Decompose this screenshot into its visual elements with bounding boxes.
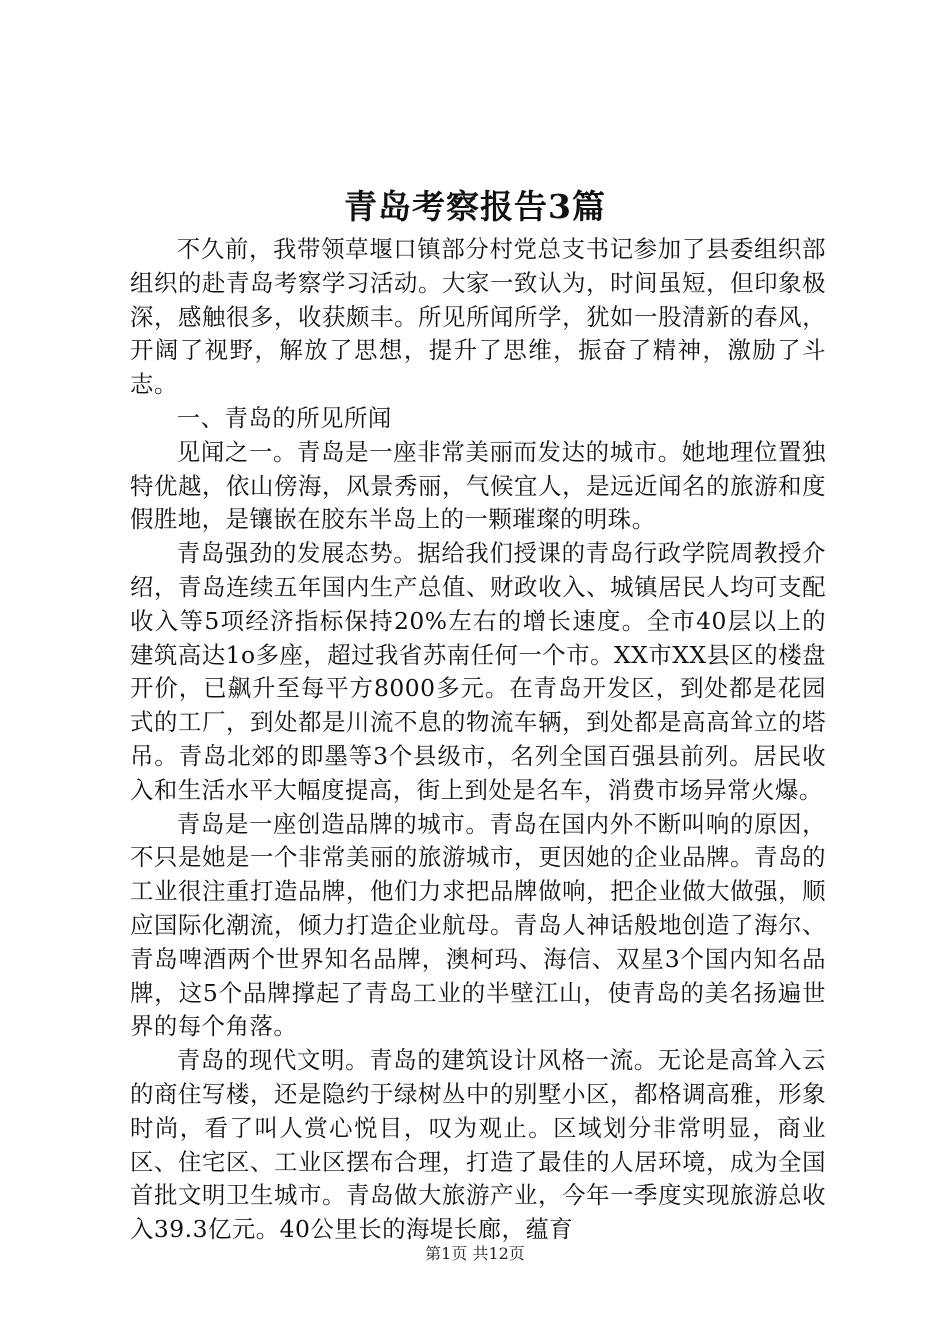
section-heading: 一、青岛的所见所闻 — [176, 403, 392, 432]
document-title: 青岛考察报告3篇 — [344, 187, 606, 226]
paragraph-brands: 青岛是一座创造品牌的城市。青岛在国内外不断叫响的原因，不只是她是一个非常美丽的旅游城市，更因她的企业品牌。青岛的工业很注重打造品牌，他们力求把品牌做响，把企业做大做强，顺应国际化潮流，倾力打造企业航母。青岛人神话般地创造了海尔、青岛啤酒两个世界知名品牌，澳柯玛、海信、双星3个国内知名品牌，这5个品牌撑起了青岛工业的半壁江山，使青岛的美名扬遍世界的每个角落。 — [130, 809, 826, 1041]
document-body — [130, 233, 826, 1247]
paragraph-intro: 不久前，我带领草堰口镇部分村党总支书记参加了县委组织部组织的赴青岛考察学习活动。大家一致认为，时间虽短，但印象极深，感触很多，收获颇丰。所见所闻所学，犹如一股清新的春风，开阔了视野，解放了思想，提升了思维，振奋了精神，激励了斗志。 — [130, 235, 826, 399]
paragraph-civilization: 青岛的现代文明。青岛的建筑设计风格一流。无论是高耸入云的商住写楼，还是隐约于绿树丛中的别墅小区，都格调高雅，形象时尚，看了叫人赏心悦目，叹为观止。区域划分非常明显，商业区、住宅区、工业区摆布合理，打造了最佳的人居环境，成为全国首批文明卫生城市。青岛做大旅游产业，今年一季度实现旅游总收入39.3亿元。40公里长的海堤长廊，蕴育 — [130, 1046, 826, 1244]
paragraph-development: 青岛强劲的发展态势。据给我们授课的青岛行政学院周教授介绍，青岛连续五年国内生产总值、财政收入、城镇居民人均可支配收入等5项经济指标保持20%左右的增长速度。全市40层以上的建筑高达1o多座，超过我省苏南任何一个市。XX市XX县区的楼盘开价，已飙升至每平方8000多元。在青岛开发区，到处都是花园式的工厂，到处都是川流不息的物流车辆，到处都是高高耸立的塔吊。青岛北郊的即墨等3个县级市，名列全国百强县前列。居民收入和生活水平大幅度提高，街上到处是名车，消费市场异常火爆。 — [130, 539, 826, 804]
page-footer: 第1页 共12页 — [425, 1244, 525, 1263]
paragraph-scenery: 见闻之一。青岛是一座非常美丽而发达的城市。她地理位置独特优越，依山傍海，风景秀丽，气候宜人，是远近闻名的旅游和度假胜地，是镶嵌在胶东半岛上的一颗璀璨的明珠。 — [130, 437, 826, 534]
